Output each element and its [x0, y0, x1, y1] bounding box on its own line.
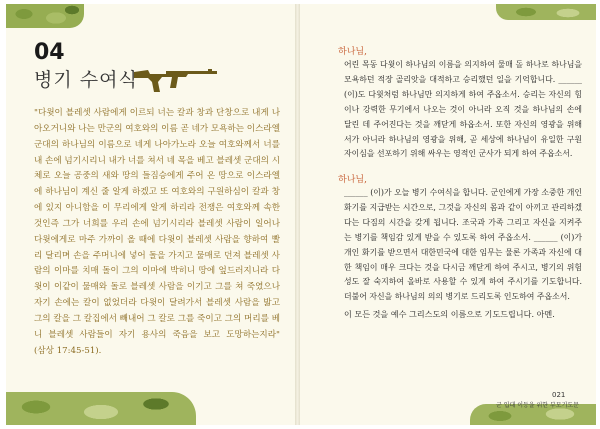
prayer-heading-1: 하나님,: [338, 47, 367, 57]
rifle-icon: [132, 64, 218, 94]
scripture-reference: (삼상 17:45-51).: [34, 345, 102, 356]
chapter-title: 병기 수여식: [34, 69, 138, 91]
camouflage-pattern-bottom-left: [6, 392, 196, 425]
prayer-paragraph-2: ______ (이)가 오늘 병기 수여식을 합니다. 군인에게 가장 소중한 개인 화기를 지급받는 시간으로, 그것을 자신의 몸과 같이 아끼고 관리하겠다는 다짐의 시간을 갖게 됩니다. 조국과 가족 그리고 자신을 지켜주는 병기를 책임감 있게 받을 수 있도록 하여 주옵소서. ______ (이)가 개인 화기를 받으면서 대한민국에 대한 임무는 물론 가족과 자신에 대한 책임이 매우 크다는 것을 다시금 깨닫게 하여 주시고, 병기의 위험성도 잘 숙지하여 올바로 사용할 수 있게 하여 주시기를 기도합니다. 더불어 자신을 하나님의 의의 병기로 드리도록 인도하여 주옵소서.: [344, 188, 582, 302]
closing-prayer: 이 모든 것을 예수 그리스도의 이름으로 기도드립니다. 아멘.: [344, 309, 555, 319]
camouflage-pattern-top-right: [496, 4, 596, 20]
camouflage-pattern-top-left: [6, 4, 84, 28]
prayer-paragraph-1: 어린 목동 다윗이 하나님의 이름을 의지하여 물매 돌 하나로 하나님을 모욕하던 적장 골리앗을 대적하고 승리했던 일을 기억합니다. ______ (이)도 다윗처럼 하나님만 의지하게 하여 주옵소서. 승리는 자신의 힘이나 강력한 무기에서 나오는 것이 아니라 오직 것을 하나님의 손에 달린 데 주어진다는 것을 깨닫게 하옵소서. 또한 자신의 영광을 위해서가 아니라 하나님의 영광을 위해, 곧 세상에 하나님이 유일한 구원자이심을 선포하기 위해 싸우는 영적인 군사가 되게 하여 주옵소서.: [344, 60, 582, 159]
running-head: 군 입대 이등을 위한 부모기도문: [496, 402, 579, 409]
scripture-passage: [34, 106, 280, 360]
page-number: 021: [552, 391, 566, 399]
chapter-number: 04: [34, 40, 65, 65]
prayer-heading-2: 하나님,: [338, 175, 367, 185]
scripture-text: "다윗이 블레셋 사람에게 이르되 너는 칼과 창과 단창으로 내게 나아오거니와 나는 만군의 여호와의 이름 곧 네가 모욕하는 이스라엘 군대의 하나님의 이름으로 네게 나아가노라 오늘 여호와께서 너를 내 손에 넘기시리니 내가 너를 쳐서 네 목을 베고 블레셋 군대의 시체로 오늘 공중의 새와 땅의 들짐승에게 주어 온 땅으로 이스라엘에 하나님이 계신 줄 알게 하겠고 또 여호와의 구원하심이 칼과 창에 있지 아니함을 이 무리에게 알게 하리라 전쟁은 여호와께 속한 것인즉 그가 너희를 우리 손에 넘기시리라 블레셋 사람이 일어나 다윗에게로 마주 가까이 올 때에 다윗이 블레셋 사람을 향하여 빨리 달리며 손을 주머니에 넣어 돌을 가지고 물매로 던져 블레셋 사람의 이마를 치매 돌이 그의 이마에 박히니 땅에 엎드러지니라 다윗이 이같이 물매와 돌로 블레셋 사람을 이기고 그를 쳐 죽였으나 자기 손에는 칼이 없었더라 다윗이 달려가서 블레셋 사람을 밟고 그의 칼을 그 칼집에서 빼내어 그 칼로 그를 죽이고 그의 머리를 베니 블레셋 사람들이 자기 용사의 죽음을 보고 도망하는지라": [34, 108, 280, 340]
